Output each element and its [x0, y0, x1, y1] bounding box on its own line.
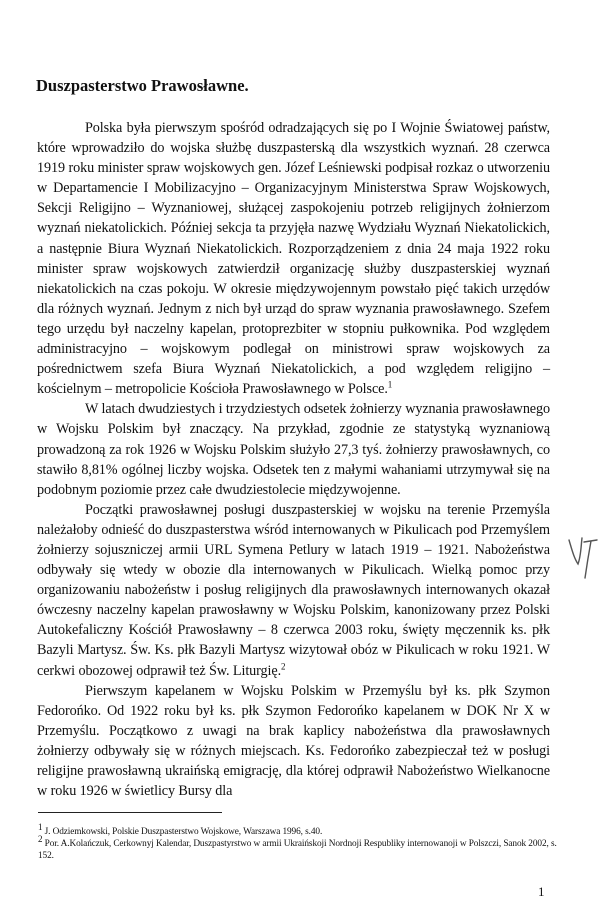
footnote-ref: 1: [387, 379, 393, 390]
handwritten-mark-icon: [566, 534, 600, 582]
footnote-2: [38, 833, 560, 862]
paragraph-text: Pierwszym kapelanem w Wojsku Polskim w Przemyślu był ks. płk Szymon Fedorońko. Od 1922 roku był ks. płk Szymon Fedorońko kapelanem w DOK Nr X w Przemyślu. Początkowo z uwagi na brak kaplicy nabożeństwa dla prawosławnych żołnierzy odbywały się w różnych miejscach. Ks. Fedorońko zabezpieczał też w posługi religijne prawosławną ukraińską emigrację, dla której odprawił Nabożeństwo Wielkanocne w roku 1926 w świetlicy Bursy dla: [37, 682, 550, 800]
footnote-number: 1: [38, 821, 43, 832]
document-title: Duszpasterstwo Prawosławne.: [36, 76, 249, 95]
paragraph-3: [37, 500, 550, 681]
footnotes: [38, 821, 560, 862]
paragraph-2: [37, 399, 550, 499]
footnote-separator: [38, 812, 222, 813]
footnote-text: Por. A.Kolańczuk, Cerkownyj Kalendar, Duszpastyrstwo w armii Ukraińskoji Nordnoji Respubliky internowanoji w Polszczi, Sanok 2002, s. 152.: [38, 839, 557, 861]
footnote-text: J. Odziemkowski, Polskie Duszpasterstwo Wojskowe, Warszawa 1996, s.40.: [44, 827, 323, 837]
paragraph-text: Polska była pierwszym spośród odradzających się po I Wojnie Światowej państw, które wprowadziło do wojska służbę duszpasterską dla wszystkich wyznań. 28 czerwca 1919 roku minister spraw wojskowych gen. Józef Leśniewski podpisał rozkaz o utworzeniu w Departamencie I Mobilizacyjno – Organizacyjnym Ministerstwa Spraw Wojskowych, Sekcji Religijno – Wyznaniowej, służącej zaspokojeniu potrzeb religijnych żołnierzom wyznań niekatolickich. Później sekcja ta przyjęła nazwę Wydziału Wyznań Niekatolickich, a następnie Biura Wyznań Niekatolickich. Rozporządzeniem z dnia 24 maja 1922 roku minister spraw wojskowych zatwierdził organizację służby duszpasterskiej wyznań niekatolickich na czas pokoju. W okresie międzywojennym powstało pięć takich urzędów dla różnych wyznań. Jednym z nich był urząd do spraw wyznania prawosławnego. Szefem tego urzędu był naczelny kapelan, protoprezbiter w stopniu pułkownika. Pod względem administracyjno – wojskowym podlegał on ministrowi spraw wojskowych za pośrednictwem szefa Biura Wyznań Niekatolickich, a pod względem religijno – kościelnym – metropolicie Kościoła Prawosławnego w Polsce.: [37, 120, 550, 398]
document-body: [37, 118, 550, 801]
footnote-ref: 2: [281, 660, 286, 671]
footnote-number: 2: [38, 833, 43, 844]
footnote-1: [38, 821, 560, 838]
paragraph-text: W latach dwudziestych i trzydziestych odsetek żołnierzy wyznania prawosławnego w Wojsku Polskim był znaczący. Na przykład, zgodnie ze statystyką wyznaniową prowadzoną za rok 1926 w Wojsku Polskim służyło 27,3 tyś. żołnierzy prawosławnych, co stawiło 8,81% ogólnej liczby wojska. Odsetek ten z małymi wahaniami utrzymywał się na podobnym poziomie przez całe dwudziestolecie międzywojenne.: [37, 401, 550, 498]
paragraph-text: Początki prawosławnej posługi duszpasterskiej w wojsku na terenie Przemyśla należałoby odnieść do duszpasterstwa wśród internowanych w Pikulicach pod Przemyślem żołnierzy sojuszniczej armii URL Symena Petlury w latach 1919 – 1921. Nabożeństwa odbywały się wtedy w obozie dla internowanych w Pikulicach. Wielką pomoc przy organizowaniu nabożeństw i posług religijnych dla prawosławnych internowanych okazał ówczesny naczelny kapelan prawosławny w Wojsku Polskim, kanonizowany przez Polski Autokefaliczny Kościół Prawosławny – 8 czerwca 2003 roku, święty męczennik ks. płk Bazyli Martysz. Św. Ks. płk Bazyli Martysz wizytował obóz w Pikulicach w roku 1921. W cerkwi obozowej odprawił też Św. Liturgię.: [37, 501, 550, 679]
page-number: 1: [538, 884, 545, 899]
paragraph-4: [37, 681, 550, 802]
paragraph-1: [37, 118, 550, 399]
